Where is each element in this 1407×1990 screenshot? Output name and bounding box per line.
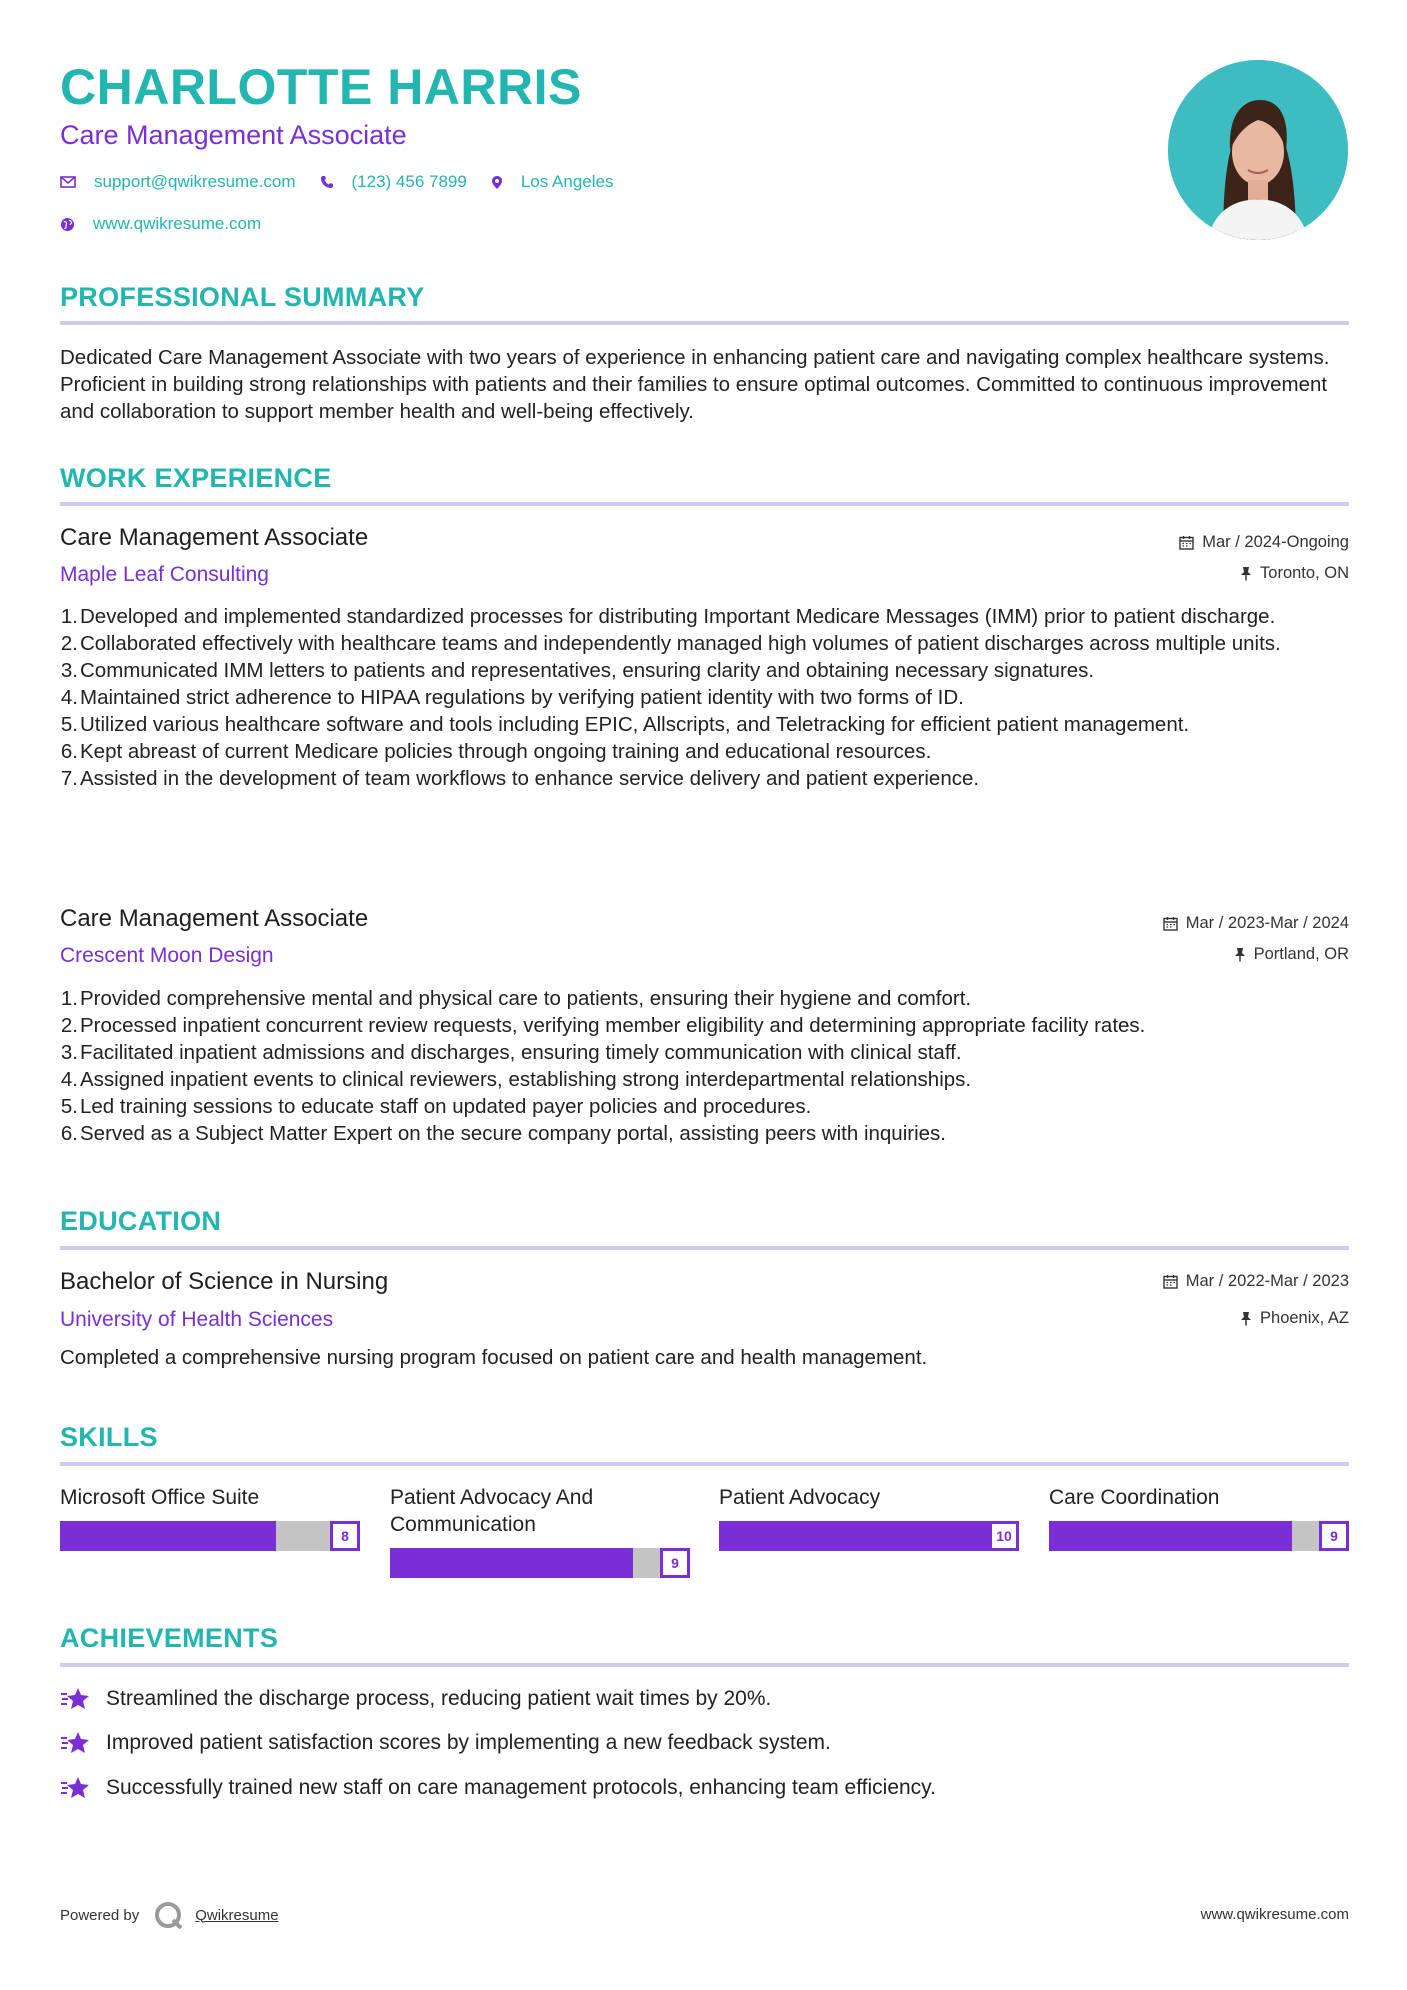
achievement-item: Successfully trained new staff on care management protocols, enhancing team efficiency. [60, 1775, 936, 1801]
job-1-bullets [60, 603, 1350, 792]
skill-bar [1049, 1521, 1349, 1551]
skill-name: Microsoft Office Suite [60, 1486, 260, 1509]
skill-level: 8 [330, 1521, 360, 1551]
job-company: Maple Leaf Consulting [60, 563, 269, 586]
skill-item [1049, 1484, 1349, 1544]
job-title: Care Management Associate [60, 524, 369, 551]
skills-heading: SKILLS [60, 1422, 158, 1452]
experience-heading: WORK EXPERIENCE [60, 463, 332, 493]
degree-title: Bachelor of Science in Nursing [60, 1268, 389, 1295]
job-location: Toronto, ON [1240, 564, 1349, 583]
footer-website[interactable]: www.qwikresume.com [1200, 1906, 1349, 1923]
contact-row-website [60, 214, 285, 234]
skills-divider [60, 1462, 1349, 1466]
pushpin-icon [1240, 1311, 1252, 1326]
qwikresume-logo-icon [153, 1900, 187, 1930]
list-item: 1. Developed and implemented standardized processes for distributing Important Medicare Messages (IMM) prior to patient discharge. [60, 605, 1276, 628]
star-icon [60, 1775, 92, 1801]
contact-phone[interactable] [320, 172, 467, 192]
phone-text: (123) 456 7899 [351, 172, 467, 191]
experience-divider [60, 502, 1349, 506]
phone-icon [320, 175, 334, 189]
list-item: 4. Assigned inpatient events to clinical reviewers, establishing strong interdepartmental relationships. [60, 1068, 972, 1091]
achievement-item: Improved patient satisfaction scores by implementing a new feedback system. [60, 1730, 831, 1756]
skill-bar [60, 1521, 360, 1551]
job-2-bullets [60, 985, 1350, 1147]
calendar-icon [1163, 916, 1178, 931]
achievement-item: Streamlined the discharge process, reducing patient wait times by 20%. [60, 1686, 771, 1712]
contact-website[interactable] [60, 214, 261, 234]
skill-bar [719, 1521, 1019, 1551]
skill-bar [390, 1548, 690, 1578]
list-item: 3. Facilitated inpatient admissions and discharges, ensuring timely communication with clinical staff. [60, 1041, 962, 1064]
job-location: Portland, OR [1234, 945, 1349, 964]
skill-item [390, 1484, 690, 1571]
star-icon [60, 1686, 92, 1712]
website-text: www.qwikresume.com [93, 214, 262, 233]
skill-item [719, 1484, 1019, 1544]
location-text: Los Angeles [520, 172, 614, 191]
contact-row [60, 172, 637, 192]
achievements-divider [60, 1663, 1349, 1667]
email-text: support@qwikresume.com [94, 172, 296, 191]
job-company: Crescent Moon Design [60, 944, 274, 967]
skill-fill [390, 1548, 633, 1578]
list-item: 2. Processed inpatient concurrent review requests, verifying member eligibility and determining appropriate facility rates. [60, 1014, 1146, 1037]
list-item: 1. Provided comprehensive mental and physical care to patients, ensuring their hygiene and comfort. [60, 987, 972, 1010]
skill-name: Patient Advocacy [719, 1486, 881, 1509]
contact-email[interactable] [60, 172, 296, 192]
summary-divider [60, 321, 1349, 325]
location-pin-icon [491, 175, 503, 190]
education-description: Completed a comprehensive nursing program focused on patient care and health management. [60, 1346, 928, 1369]
list-item: 6. Kept abreast of current Medicare policies through ongoing training and educational resources. [60, 740, 932, 763]
education-dates: Mar / 2022-Mar / 2023 [1163, 1272, 1349, 1291]
education-divider [60, 1246, 1349, 1250]
list-item: 5. Utilized various healthcare software and tools including EPIC, Allscripts, and Teletracking for efficient patient management. [60, 713, 1190, 736]
skill-name: Care Coordination [1049, 1486, 1220, 1509]
mail-icon [60, 176, 76, 188]
globe-icon [60, 217, 75, 232]
star-icon [60, 1730, 92, 1756]
skill-fill [719, 1521, 989, 1551]
profile-photo [1168, 60, 1348, 240]
list-item: 7. Assisted in the development of team workflows to enhance service delivery and patient experience. [60, 767, 980, 790]
skill-level: 9 [660, 1548, 690, 1578]
education-heading: EDUCATION [60, 1206, 222, 1236]
job-dates: Mar / 2023-Mar / 2024 [1163, 914, 1349, 933]
skill-fill [1049, 1521, 1292, 1551]
skill-fill [60, 1521, 276, 1551]
education-location: Phoenix, AZ [1240, 1309, 1349, 1328]
skill-level: 9 [1319, 1521, 1349, 1551]
calendar-icon [1179, 535, 1194, 550]
calendar-icon [1163, 1274, 1178, 1289]
pushpin-icon [1240, 566, 1252, 581]
pushpin-icon [1234, 947, 1246, 962]
skill-level: 10 [989, 1521, 1019, 1551]
achievements-heading: ACHIEVEMENTS [60, 1623, 279, 1653]
list-item: 4. Maintained strict adherence to HIPAA regulations by verifying patient identity with two forms of ID. [60, 686, 964, 709]
list-item: 6. Served as a Subject Matter Expert on the secure company portal, assisting peers with inquiries. [60, 1122, 946, 1145]
candidate-role: Care Management Associate [60, 120, 407, 150]
footer-brand-link[interactable]: Qwikresume [195, 1906, 279, 1924]
skill-item [60, 1484, 360, 1544]
school-name: University of Health Sciences [60, 1308, 334, 1331]
candidate-name: CHARLOTTE HARRIS [60, 59, 582, 115]
list-item: 5. Led training sessions to educate staff on updated payer policies and procedures. [60, 1095, 812, 1118]
contact-location [491, 172, 614, 192]
job-title: Care Management Associate [60, 905, 369, 932]
list-item: 3. Communicated IMM letters to patients and representatives, ensuring clarity and obtaining necessary signatures. [60, 659, 1095, 682]
summary-text: Dedicated Care Management Associate with two years of experience in enhancing patient care and navigating complex healthcare systems. Proficient in building strong relationships with patients and their families to ensure optimal outcomes. Committed to continuous improvement and collaboration to support member health and well-being effectively. [60, 346, 1330, 423]
footer-powered-by: Powered by Qwikresume [60, 1900, 279, 1930]
list-item: 2. Collaborated effectively with healthcare teams and independently managed high volumes of patient discharges across multiple units. [60, 632, 1281, 655]
job-dates: Mar / 2024-Ongoing [1179, 533, 1349, 552]
skill-name: Patient Advocacy And Communication [390, 1486, 594, 1536]
summary-heading: PROFESSIONAL SUMMARY [60, 282, 425, 312]
